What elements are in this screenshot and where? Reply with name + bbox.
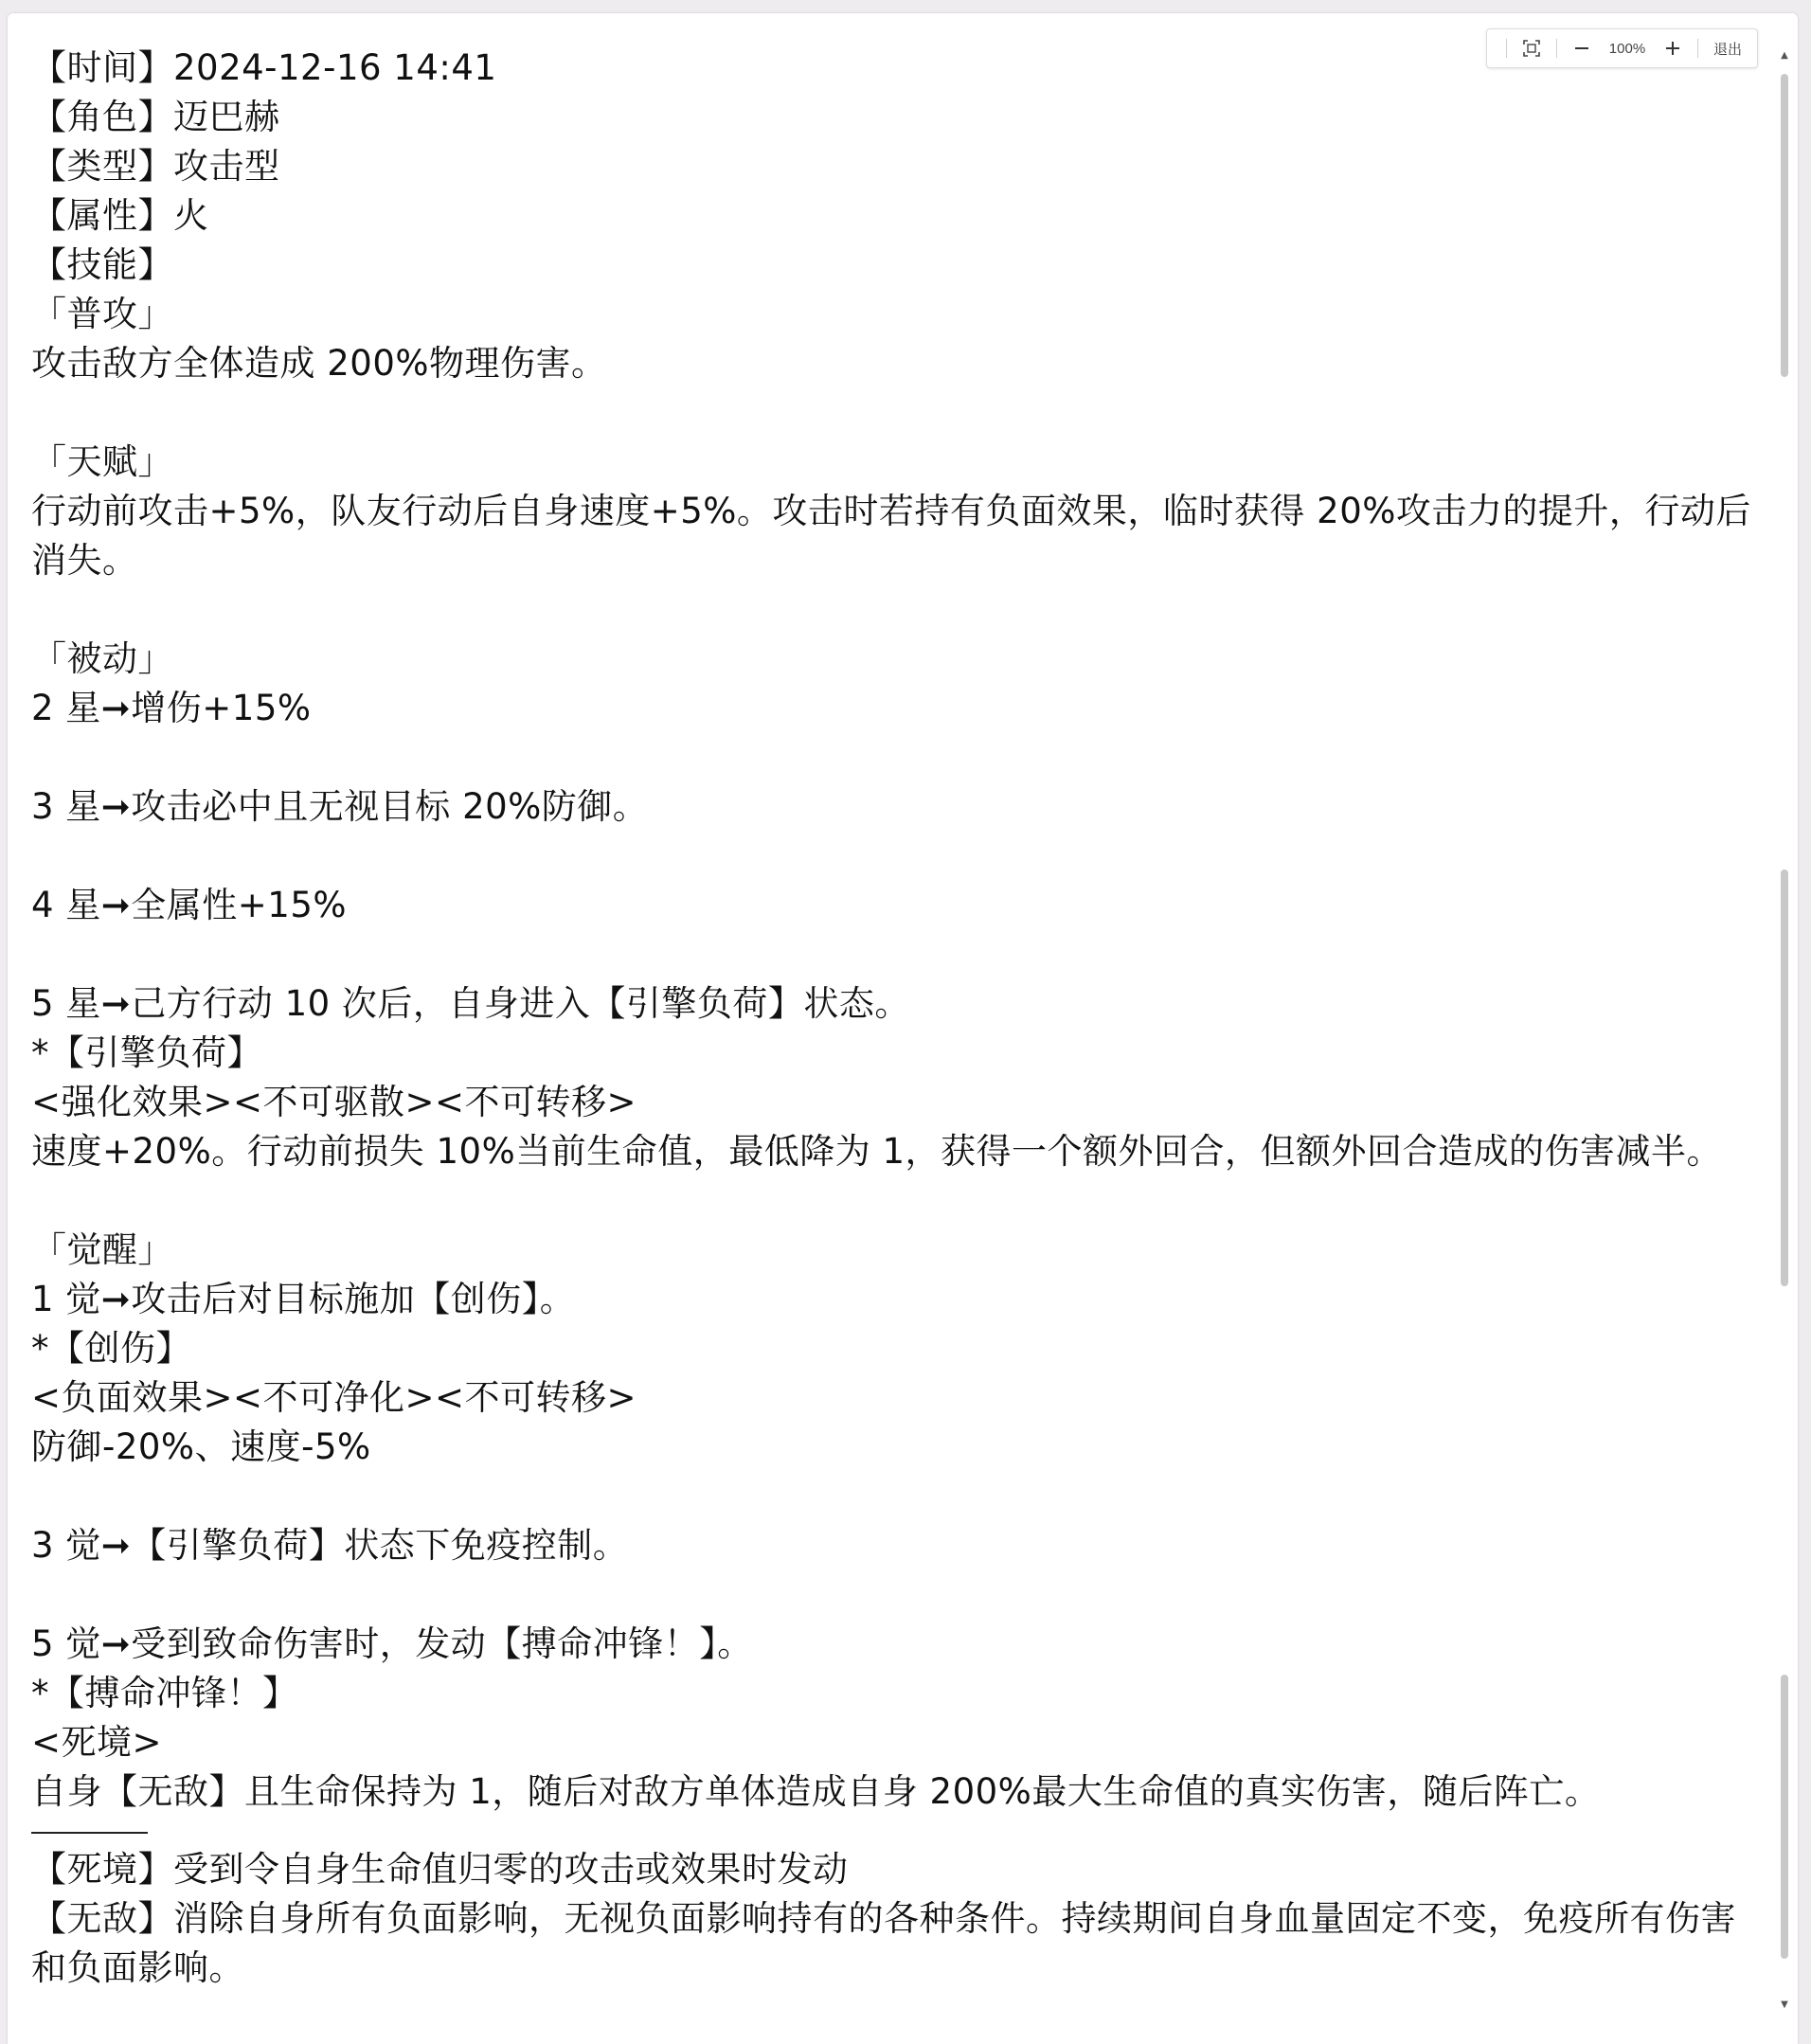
document-viewer-window: [8, 13, 1798, 2044]
zoom-out-icon: [1573, 40, 1590, 57]
footnote-divider: [31, 1832, 148, 1834]
scroll-thumb[interactable]: [1781, 1675, 1788, 1959]
text-line: 【角色】迈巴赫: [31, 97, 280, 137]
text-line: <强化效果><不可驱散><不可转移>: [31, 1082, 637, 1122]
text-line: 5 星➞己方行动 10 次后，自身进入【引擎负荷】状态。: [31, 983, 910, 1024]
footnote-line: 【无敌】消除自身所有负面影响，无视负面影响持有的各种条件。持续期间自身血量固定不变，免疫所有伤害和负面影响。: [31, 1898, 1736, 1988]
scroll-up-arrow-icon[interactable]: ▲: [1781, 50, 1788, 61]
text-line: 「普攻」: [31, 294, 173, 334]
blank-line: [31, 1176, 1769, 1226]
text-line: 5 觉➞受到致命伤害时，发动【搏命冲锋！】。: [31, 1623, 753, 1664]
scroll-down-arrow-icon[interactable]: ▼: [1781, 1999, 1788, 2010]
blank-line: [31, 1472, 1769, 1521]
text-line: 防御-20%、速度-5%: [31, 1426, 371, 1467]
zoom-out-button[interactable]: [1569, 33, 1595, 63]
text-line: 2 星➞增伤+15%: [31, 688, 312, 728]
blank-line: [31, 930, 1769, 979]
text-line: 「天赋」: [31, 441, 173, 482]
text-line: 【类型】攻击型: [31, 146, 280, 187]
blank-line: [31, 1570, 1769, 1620]
exit-button[interactable]: 退出: [1712, 41, 1742, 58]
text-line: 「觉醒」: [31, 1229, 173, 1270]
text-line: 行动前攻击+5%，队友行动后自身速度+5%。攻击时若持有负面效果，临时获得 20%攻击力的提升，行动后消失。: [31, 491, 1751, 581]
text-line: 「被动」: [31, 638, 173, 679]
blank-line: [31, 733, 1769, 782]
text-line: 【属性】火: [31, 195, 209, 236]
toolbar-divider: [1506, 39, 1507, 58]
fullscreen-icon: [1522, 39, 1541, 58]
toolbar-divider: [1556, 39, 1557, 58]
text-line: 自身【无敌】且生命保持为 1，随后对敌方单体造成自身 200%最大生命值的真实伤害，随后阵亡。: [31, 1771, 1601, 1812]
text-line: 4 星➞全属性+15%: [31, 885, 348, 925]
text-line: 【时间】2024-12-16 14:41: [31, 47, 497, 88]
text-line: *【搏命冲锋！】: [31, 1673, 298, 1713]
vertical-scrollbar[interactable]: [1775, 27, 1794, 2044]
scroll-thumb[interactable]: [1781, 870, 1788, 1286]
zoom-in-icon: [1664, 40, 1681, 57]
blank-line: [31, 832, 1769, 881]
toolbar-divider: [1697, 39, 1698, 58]
footnote-line: 【死境】受到令自身生命值归零的攻击或效果时发动: [31, 1849, 849, 1890]
blank-line: [31, 388, 1769, 438]
zoom-level: 100%: [1608, 40, 1646, 57]
text-line: 3 星➞攻击必中且无视目标 20%防御。: [31, 786, 649, 827]
text-line: *【创伤】: [31, 1328, 191, 1369]
text-line: 攻击敌方全体造成 200%物理伤害。: [31, 343, 607, 384]
text-line: *【引擎负荷】: [31, 1032, 262, 1073]
text-line: 3 觉➞【引擎负荷】状态下免疫控制。: [31, 1525, 629, 1566]
text-line: 1 觉➞攻击后对目标施加【创伤】。: [31, 1279, 576, 1319]
fullscreen-button[interactable]: [1518, 33, 1545, 63]
blank-line: [31, 585, 1769, 635]
text-line: 【技能】: [31, 244, 173, 285]
viewer-toolbar: [1486, 28, 1758, 68]
text-line: <死境>: [31, 1722, 163, 1763]
zoom-in-button[interactable]: [1659, 33, 1686, 63]
text-line: <负面效果><不可净化><不可转移>: [31, 1377, 637, 1418]
scroll-thumb[interactable]: [1781, 74, 1788, 377]
text-line: 速度+20%。行动前损失 10%当前生命值，最低降为 1，获得一个额外回合，但额外回合造成的伤害减半。: [31, 1131, 1723, 1172]
document-body: [31, 44, 1769, 1993]
